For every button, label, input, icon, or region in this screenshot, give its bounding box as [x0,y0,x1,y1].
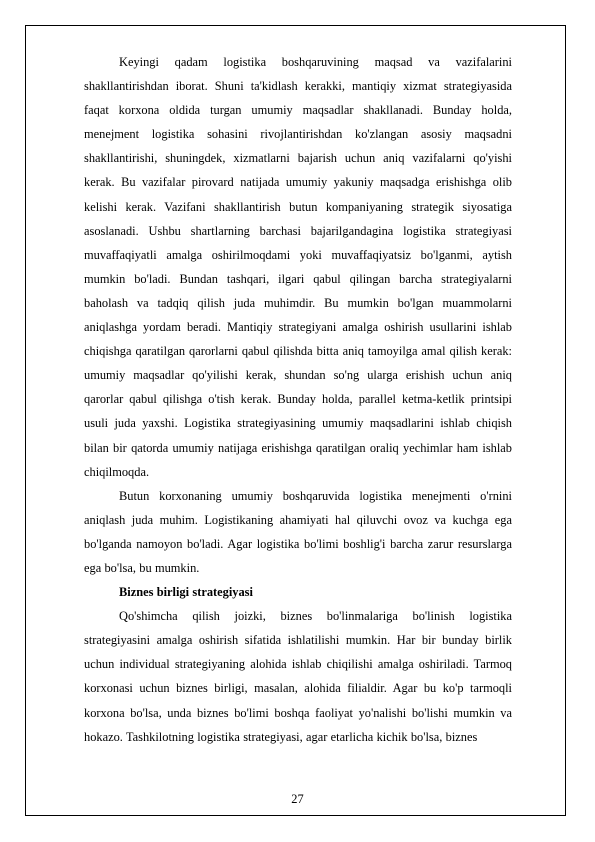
page-number: 27 [291,792,304,806]
paragraph-3: Qo'shimcha qilish joizki, biznes bo'linmalariga bo'linish logistika strategiyasini amalga oshirish sifatida ishlatilishi mumkin. Har bir bunday birlik uchun individual strategiyaning alohida ishlab chiqilishi amalga oshiriladi. Tarmoq korxonasi uchun biznes birligi, masalan, alohida filialdir. Agar bu ko'p tarmoqli korxona bo'lsa, unda biznes bo'limi boshqa faoliyat yo'nalishi bo'lishi mumkin va hokazo. Tashkilotning logistika strategiyasi, agar etarlicha kichik bo'lsa, biznes [84,609,512,744]
section-heading: Biznes birligi strategiyasi [119,585,253,600]
paragraph-2: Butun korxonaning umumiy boshqaruvida logistika menejmenti o'rnini aniqlash juda muhim. Logistikaning ahamiyati hal qiluvchi ovoz va kuchga ega bo'lganda namoyon bo'ladi. Agar logistika bo'limi boshlig'i barcha zarur resurslarga ega bo'lsa, bu mumkin. [84,488,512,575]
document-body [84,50,512,749]
paragraph-1: Keyingi qadam logistika boshqaruvining maqsad va vazifalarini shakllantirishdan iborat. Shuni ta'kidlash kerakki, mantiqiy xizmat strategiyasida faqat korxona oldida turgan umumiy maqsadlar shakllanadi. Bunday holda, menejment logistika sohasini rivojlantirishdan ko'zlangan asosiy maqsadni shakllantirishi, shuningdek, xizmatlarni bajarish uchun aniq vazifalarni qo'yishi kerak. Bu vazifalar pirovard natijada umumiy yakuniy maqsadga erishishga olib kelishi kerak. Vazifani shakllantirish butun kompaniyaning strategik siyosatiga asoslanadi. Ushbu shartlarning barchasi bajarilgandagina logistika strategiyasi muvaffaqiyatli amalga oshirilmoqdami yoki muvaffaqiyatsiz bo'lganmi, aytish mumkin bo'ladi. Bundan tashqari, ilgari qabul qilingan barcha strategiyalarni baholash va tadqiq qilish juda muhimdir. Bu mumkin bo'lgan muammolarni aniqlashga yordam beradi. Mantiqiy strategiyani amalga oshirish usullarini ishlab chiqishga qaratilgan qarorlarni qabul qilishda bitta aniq tamoyilga amal qilish kerak: umumiy maqsadlar qo'yilishi kerak, shundan so'ng ularga erishish uchun aniq qarorlar qabul qilishga o'tish kerak. Bunday holda, parallel ketma-ketlik printsipi usuli juda yaxshi. Logistika strategiyasining umumiy maqsadlarini ishlab chiqish bilan bir qatorda umumiy natijaga erishishga qaratilgan oraliq yechimlar ham ishlab chiqilmoqda. [84,55,512,479]
